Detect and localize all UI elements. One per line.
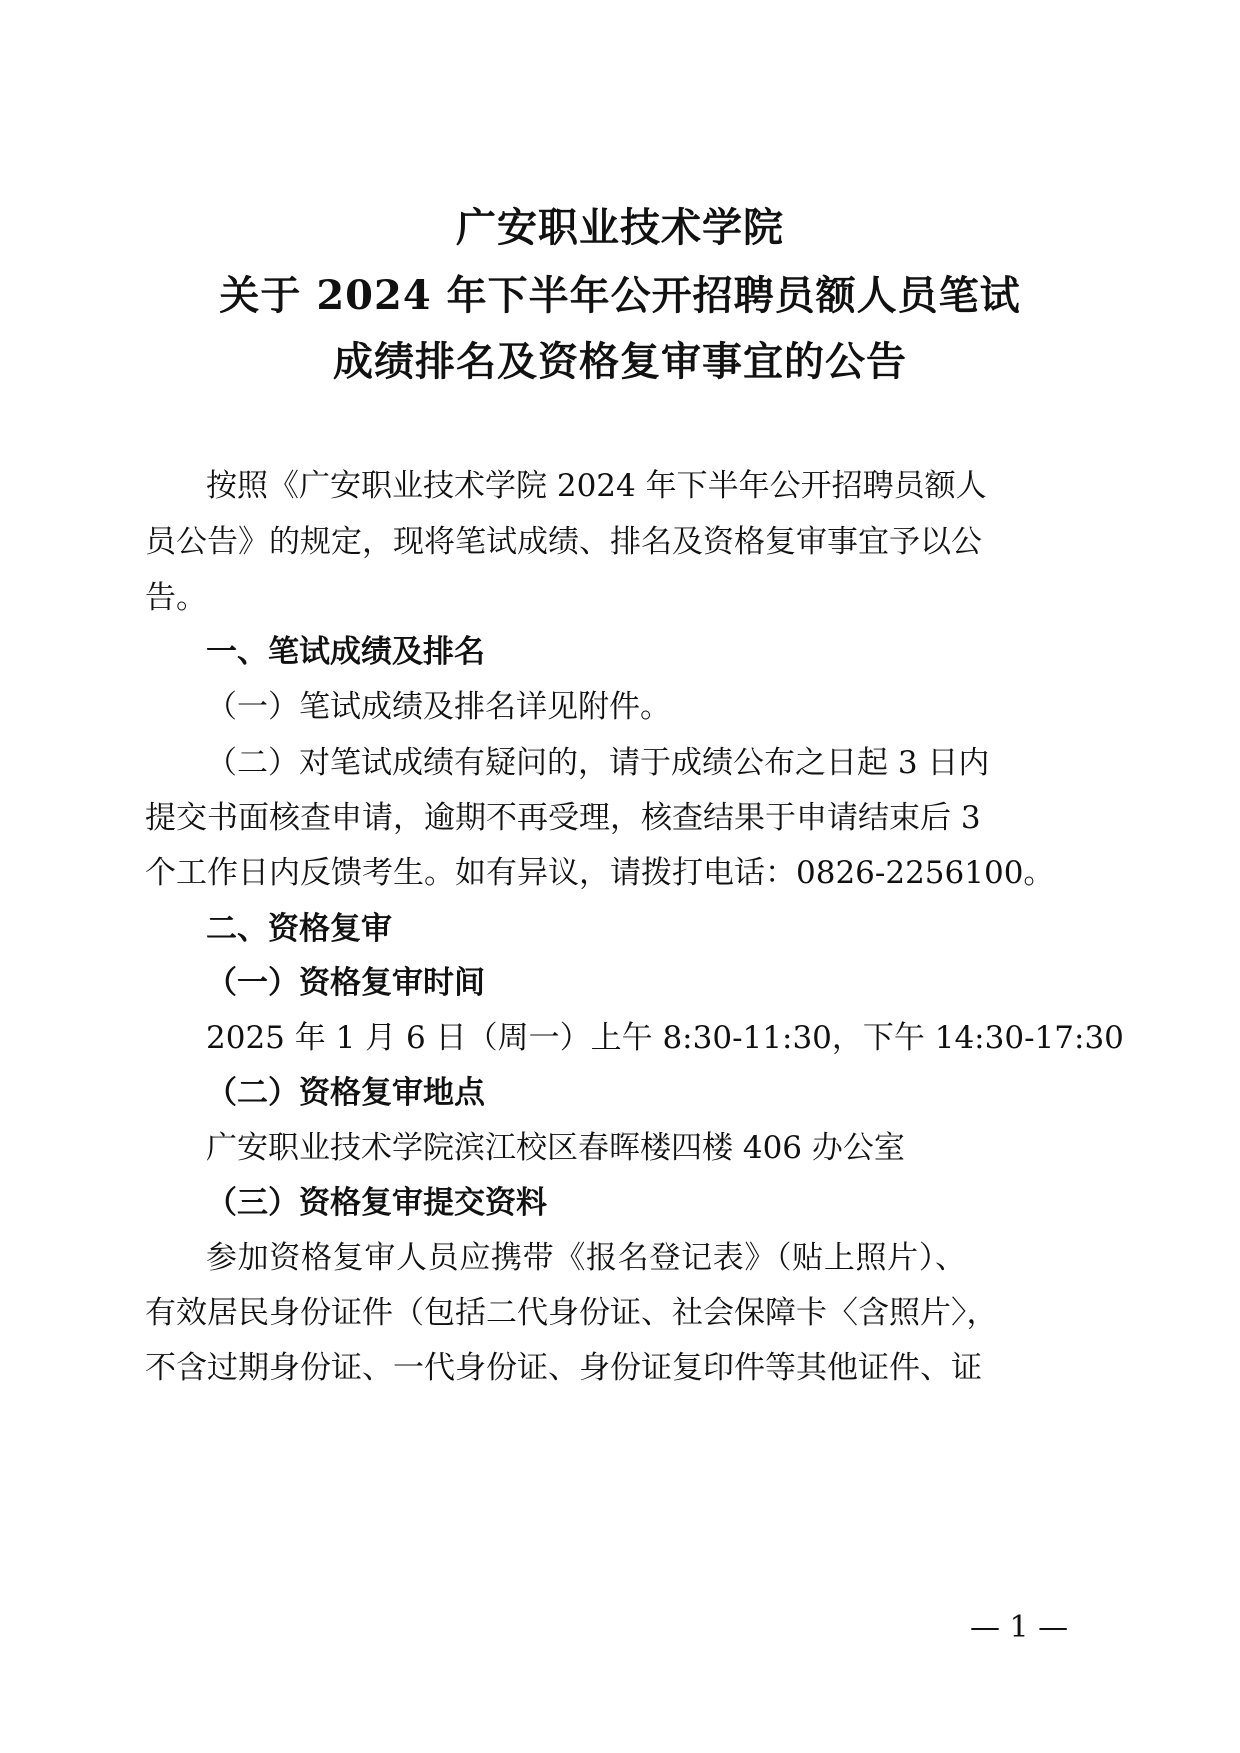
section-2-heading: 二、资格复审 bbox=[206, 911, 392, 947]
section-1-item-2-line-3: 个工作日内反馈考生。如有异议，请拨打电话：0826-2256100。 bbox=[145, 855, 1055, 891]
title-line-2: 关于 2024 年下半年公开招聘员额人员笔试 bbox=[219, 272, 1021, 319]
review-place-text: 广安职业技术学院滨江校区春晖楼四楼 406 办公室 bbox=[206, 1130, 905, 1166]
review-materials-line-3: 不含过期身份证、一代身份证、身份证复印件等其他证件、证 bbox=[145, 1350, 982, 1386]
section-1-item-2-line-1: （二）对笔试成绩有疑问的，请于成绩公布之日起 3 日内 bbox=[206, 745, 990, 781]
review-time-text: 2025 年 1 月 6 日（周一）上午 8:30-11:30，下午 14:30-17:30 bbox=[206, 1020, 1124, 1056]
intro-line-2: 员公告》的规定，现将笔试成绩、排名及资格复审事宜予以公 bbox=[145, 524, 982, 560]
intro-line-3: 告。 bbox=[145, 580, 207, 616]
review-place-heading: （二）资格复审地点 bbox=[206, 1075, 485, 1111]
review-materials-line-1: 参加资格复审人员应携带《报名登记表》（贴上照片）、 bbox=[206, 1240, 966, 1276]
review-materials-heading: （三）资格复审提交资料 bbox=[206, 1185, 547, 1221]
section-1-item-1: （一）笔试成绩及排名详见附件。 bbox=[206, 689, 671, 725]
title-line-1: 广安职业技术学院 bbox=[456, 204, 784, 251]
page-number: — 1 — bbox=[970, 1610, 1069, 1645]
title-line-3: 成绩排名及资格复审事宜的公告 bbox=[333, 338, 907, 385]
section-1-item-2-line-2: 提交书面核查申请，逾期不再受理，核查结果于申请结束后 3 bbox=[145, 800, 981, 836]
review-time-heading: （一）资格复审时间 bbox=[206, 965, 485, 1001]
section-1-heading: 一、笔试成绩及排名 bbox=[206, 634, 485, 670]
review-materials-line-2: 有效居民身份证件（包括二代身份证、社会保障卡〈含照片〉， bbox=[145, 1295, 998, 1331]
intro-line-1: 按照《广安职业技术学院 2024 年下半年公开招聘员额人 bbox=[206, 468, 987, 504]
